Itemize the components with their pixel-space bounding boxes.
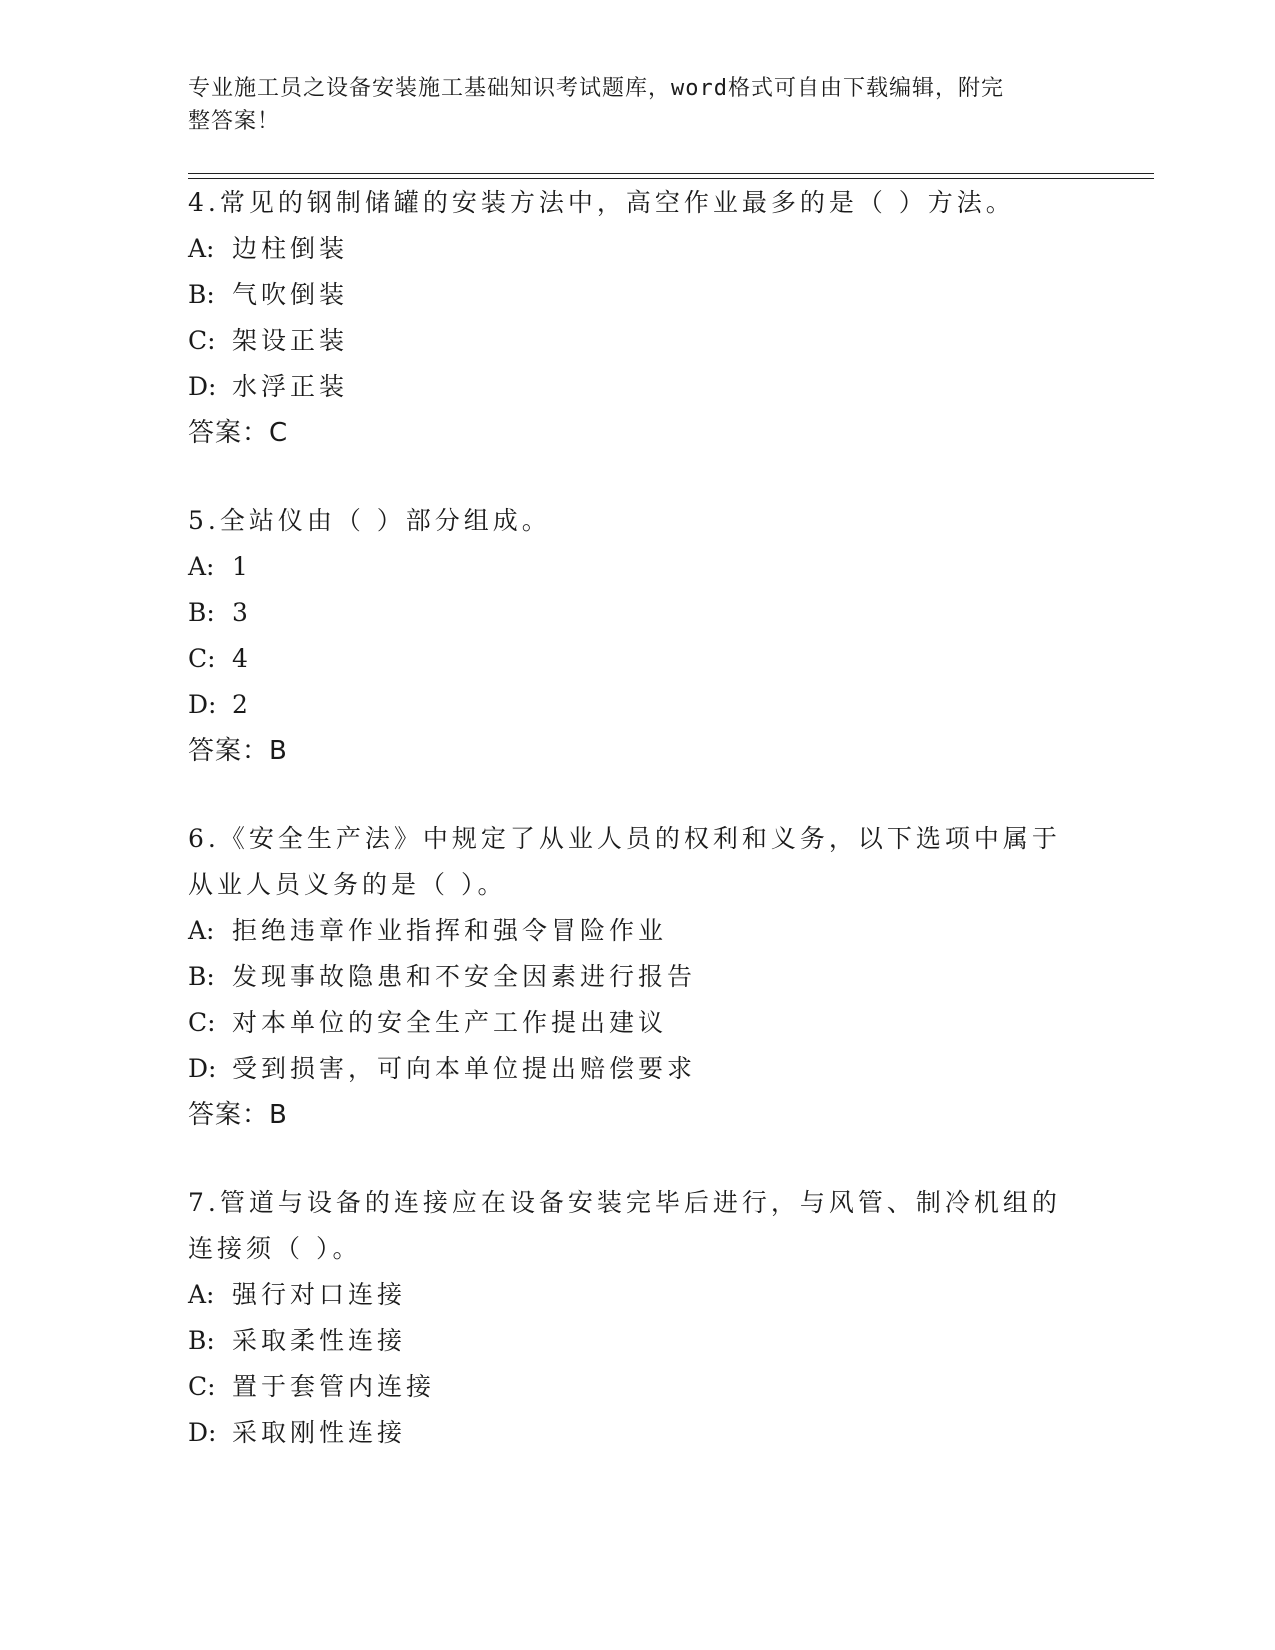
option-a: [188, 226, 1088, 272]
question-4: [188, 180, 1088, 456]
option-text: 气吹倒装: [232, 280, 349, 309]
option-b: [188, 1318, 1088, 1364]
option-text: 4: [232, 644, 252, 673]
option-a: [188, 1272, 1088, 1318]
option-key: D:: [188, 690, 217, 719]
header-line-1: 专业施工员之设备安装施工基础知识考试题库，word格式可自由下载编辑，附完: [188, 76, 1004, 101]
option-text: 水浮正装: [232, 372, 349, 401]
answer-label: 答案：B: [188, 1100, 288, 1130]
option-key: A:: [188, 234, 215, 263]
option-key: C:: [188, 1372, 216, 1401]
option-c: [188, 636, 1088, 682]
question-stem: 5.全站仪由（ ）部分组成。: [188, 506, 551, 535]
option-a: [188, 544, 1088, 590]
option-d: [188, 1410, 1088, 1456]
question-stem-line-1: 6.《安全生产法》中规定了从业人员的权利和义务，以下选项中属于: [188, 824, 1061, 853]
option-key: B:: [188, 598, 215, 627]
option-key: D:: [188, 1054, 217, 1083]
option-text: 发现事故隐患和不安全因素进行报告: [232, 962, 697, 991]
header-line-2: 整答案！: [188, 109, 281, 134]
option-text: 采取刚性连接: [232, 1418, 407, 1447]
document-header: [188, 72, 1068, 138]
header-rule-bottom: [188, 178, 1154, 179]
question-stem: 4.常见的钢制储罐的安装方法中，高空作业最多的是（ ）方法。: [188, 188, 1015, 217]
option-key: B:: [188, 962, 215, 991]
answer-label: 答案：C: [188, 418, 289, 448]
option-b: [188, 272, 1088, 318]
option-b: [188, 590, 1088, 636]
option-b: [188, 954, 1088, 1000]
question-stem-line-1: 7.管道与设备的连接应在设备安装完毕后进行，与风管、制冷机组的: [188, 1188, 1061, 1217]
option-key: C:: [188, 326, 216, 355]
option-text: 采取柔性连接: [232, 1326, 407, 1355]
question-7: [188, 1180, 1088, 1456]
option-text: 边柱倒装: [232, 234, 349, 263]
option-text: 3: [232, 598, 252, 627]
option-key: B:: [188, 1326, 215, 1355]
question-stem-line-2: 连接须（ ）。: [188, 1234, 362, 1263]
option-key: A:: [188, 552, 215, 581]
option-key: D:: [188, 372, 217, 401]
option-d: [188, 682, 1088, 728]
option-text: 受到损害，可向本单位提出赔偿要求: [232, 1054, 697, 1083]
option-d: [188, 364, 1088, 410]
option-key: B:: [188, 280, 215, 309]
answer-label: 答案：B: [188, 736, 288, 766]
option-key: A:: [188, 1280, 215, 1309]
question-5: [188, 498, 1088, 774]
option-a: [188, 908, 1088, 954]
option-key: C:: [188, 1008, 216, 1037]
option-text: 对本单位的安全生产工作提出建议: [232, 1008, 668, 1037]
question-6: [188, 816, 1088, 1138]
option-text: 置于套管内连接: [232, 1372, 436, 1401]
option-text: 2: [232, 690, 252, 719]
option-c: [188, 1364, 1088, 1410]
option-text: 拒绝违章作业指挥和强令冒险作业: [232, 916, 668, 945]
option-c: [188, 318, 1088, 364]
question-stem-line-2: 从业人员义务的是（ ）。: [188, 870, 507, 899]
option-d: [188, 1046, 1088, 1092]
option-key: A:: [188, 916, 215, 945]
option-key: C:: [188, 644, 216, 673]
option-key: D:: [188, 1418, 217, 1447]
option-text: 架设正装: [232, 326, 349, 355]
header-rule-top: [188, 173, 1154, 174]
option-c: [188, 1000, 1088, 1046]
option-text: 强行对口连接: [232, 1280, 407, 1309]
option-text: 1: [232, 552, 252, 581]
